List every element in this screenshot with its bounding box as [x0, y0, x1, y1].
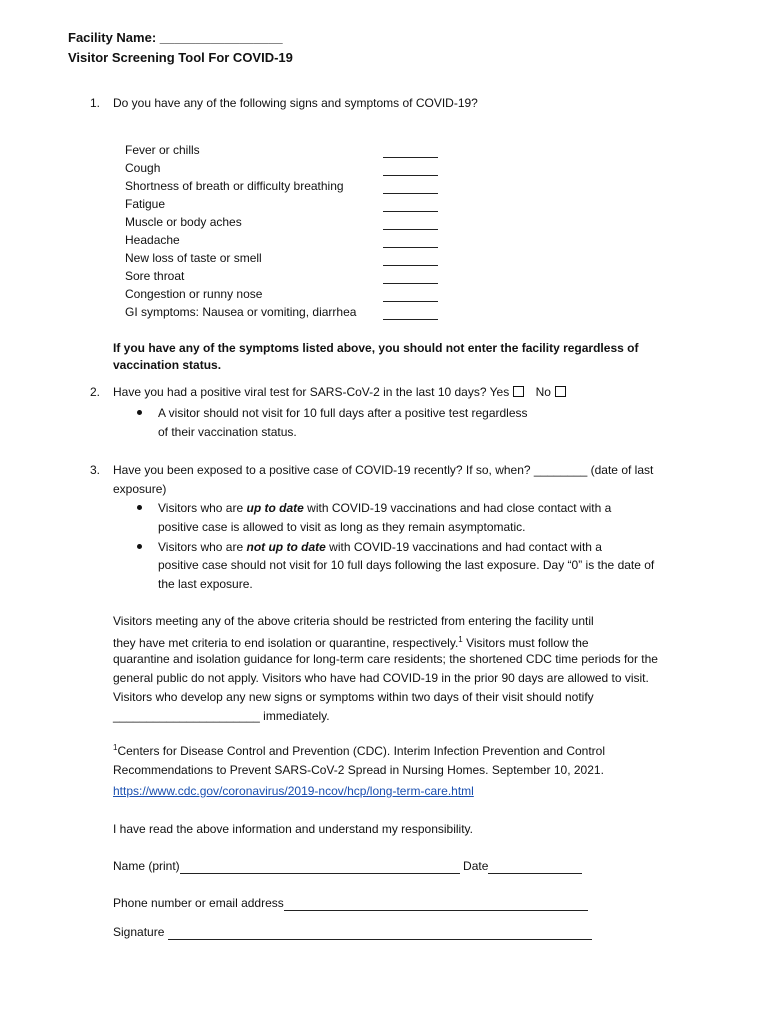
criteria-line1: Visitors meeting any of the above criteria should be restricted from entering the facility until — [113, 614, 594, 628]
footnote-line2: Recommendations to Prevent SARS-CoV-2 Spread in Nursing Homes. September 10, 2021. — [113, 763, 604, 777]
footnote-ref: 1 — [458, 635, 463, 644]
symptom-label: GI symptoms: Nausea or vomiting, diarrhea — [125, 305, 357, 319]
symptom-answer-line[interactable] — [383, 283, 438, 284]
yes-checkbox[interactable] — [513, 386, 524, 397]
facility-name-label: Facility Name: _________________ — [68, 30, 283, 45]
question-2-text: Have you had a positive viral test for SARS-CoV-2 in the last 10 days? Yes — [113, 385, 510, 399]
date-field[interactable] — [488, 861, 582, 874]
question-3-number: 3. — [90, 463, 101, 477]
question-2-row — [113, 384, 566, 400]
criteria-line2 — [113, 632, 589, 651]
symptom-label: Cough — [125, 161, 161, 175]
signature-label: Signature — [113, 925, 165, 939]
symptom-label: Fever or chills — [125, 143, 200, 157]
bullet1-pre: Visitors who are — [158, 501, 247, 515]
contact-row — [113, 895, 588, 911]
symptom-label: Headache — [125, 233, 180, 247]
bullet1-post: with COVID-19 vaccinations and had close contact with a — [303, 501, 612, 515]
symptom-warning-line1: If you have any of the symptoms listed above, you should not enter the facility regardless of — [113, 341, 639, 355]
criteria-line4: general public do not apply. Visitors who have had COVID-19 in the prior 90 days are allowed to visit. — [113, 671, 649, 685]
symptom-label: Sore throat — [125, 269, 185, 283]
signature-row — [113, 924, 592, 940]
symptom-answer-line[interactable] — [383, 193, 438, 194]
footnote-text: Centers for Disease Control and Prevention (CDC). Interim Infection Prevention and Control — [117, 744, 606, 758]
symptom-answer-line[interactable] — [383, 211, 438, 212]
symptom-label: New loss of taste or smell — [125, 251, 262, 265]
question-3-bullet2-line3: the last exposure. — [158, 577, 253, 591]
name-print-field[interactable] — [180, 861, 460, 874]
symptom-label: Muscle or body aches — [125, 215, 242, 229]
symptom-answer-line[interactable] — [383, 157, 438, 158]
question-2-bullet-line1: A visitor should not visit for 10 full days after a positive test regardless — [158, 406, 528, 420]
question-1-number: 1. — [90, 96, 101, 110]
no-label: No — [535, 385, 551, 399]
bullet1-emphasis: up to date — [246, 501, 304, 515]
question-3-bullet1-line2: positive case is allowed to visit as long as they remain asymptomatic. — [158, 520, 526, 534]
question-1-text: Do you have any of the following signs and symptoms of COVID-19? — [113, 96, 478, 110]
symptom-label: Congestion or runny nose — [125, 287, 263, 301]
no-checkbox[interactable] — [555, 386, 566, 397]
question-3-bullet2-line2: positive case should not visit for 10 full days following the last exposure. Day “0” is the date of — [158, 558, 655, 572]
bullet-icon — [137, 410, 142, 415]
symptom-answer-line[interactable] — [383, 247, 438, 248]
signature-field[interactable] — [168, 927, 592, 940]
question-2-number: 2. — [90, 385, 101, 399]
bullet2-emphasis: not up to date — [246, 540, 326, 554]
contact-field[interactable] — [284, 898, 588, 911]
bullet-icon — [137, 544, 142, 549]
cdc-link[interactable]: https://www.cdc.gov/coronavirus/2019-ncov/hcp/long-term-care.html — [113, 784, 474, 798]
footnote-marker: 1 — [113, 743, 118, 752]
bullet2-post: with COVID-19 vaccinations and had contact with a — [325, 540, 602, 554]
symptom-answer-line[interactable] — [383, 265, 438, 266]
symptom-answer-line[interactable] — [383, 301, 438, 302]
symptom-warning-line2: vaccination status. — [113, 358, 222, 372]
criteria-line6: ______________________ immediately. — [113, 709, 330, 723]
contact-label: Phone number or email address — [113, 896, 284, 910]
question-2-bullet-line2: of their vaccination status. — [158, 425, 297, 439]
question-3-text-line2: exposure) — [113, 482, 167, 496]
footnote-line1 — [113, 740, 605, 759]
question-3-bullet1-line1 — [158, 500, 611, 516]
criteria-line3: quarantine and isolation guidance for long-term care residents; the shortened CDC time periods for the — [113, 652, 658, 666]
symptom-label: Fatigue — [125, 197, 166, 211]
name-print-label: Name (print) — [113, 859, 180, 873]
question-3-bullet2-line1 — [158, 539, 602, 555]
acknowledgement-text: I have read the above information and understand my responsibility. — [113, 822, 473, 836]
question-3-text-line1: Have you been exposed to a positive case of COVID-19 recently? If so, when? ________ (date of last — [113, 463, 654, 477]
symptom-answer-line[interactable] — [383, 229, 438, 230]
criteria-line2-post: Visitors must follow the — [462, 636, 589, 650]
criteria-line2-pre: they have met criteria to end isolation or quarantine, respectively. — [113, 636, 459, 650]
symptom-answer-line[interactable] — [383, 319, 438, 320]
bullet2-pre: Visitors who are — [158, 540, 247, 554]
symptom-label: Shortness of breath or difficulty breathing — [125, 179, 344, 193]
date-label: Date — [463, 859, 489, 873]
criteria-line5: Visitors who develop any new signs or symptoms within two days of their visit should notify — [113, 690, 594, 704]
symptom-answer-line[interactable] — [383, 175, 438, 176]
name-row — [113, 858, 582, 874]
bullet-icon — [137, 505, 142, 510]
document-title: Visitor Screening Tool For COVID-19 — [68, 50, 293, 65]
